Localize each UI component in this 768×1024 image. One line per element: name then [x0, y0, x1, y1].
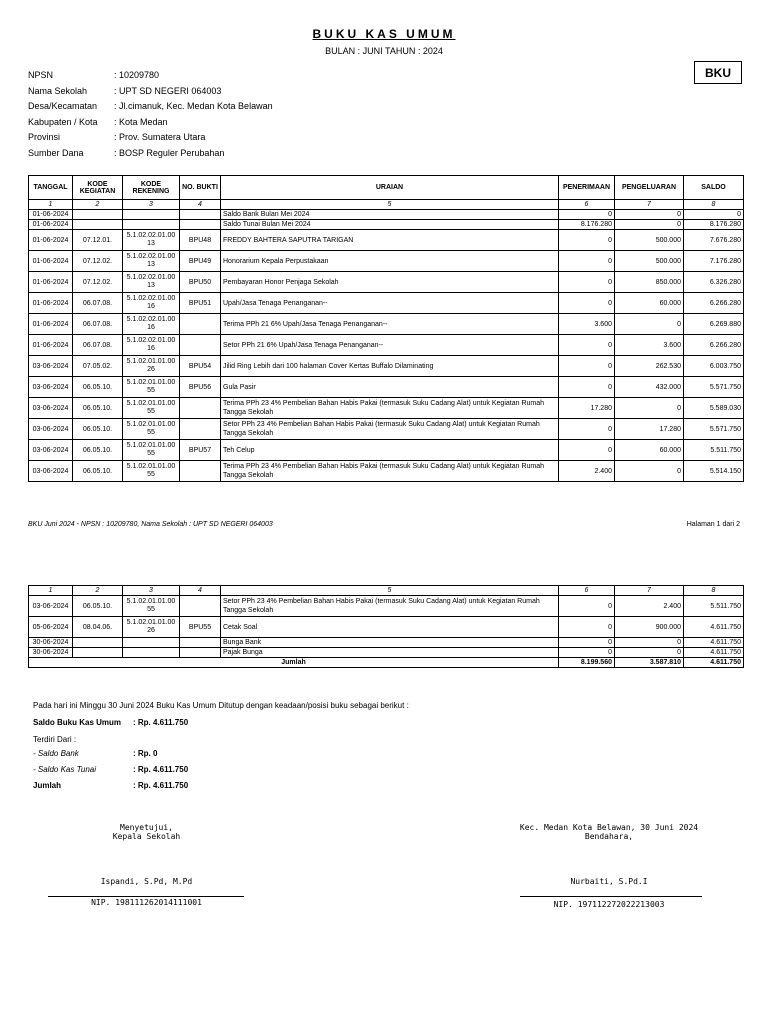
document-title: BUKU KAS UMUM	[312, 27, 456, 41]
table-cell: 6.266.280	[684, 293, 744, 314]
table-cell: 0	[559, 419, 615, 440]
table-cell: 6.003.750	[684, 356, 744, 377]
table-cell: 4.611.750	[684, 648, 744, 658]
table-cell: 30-06-2024	[29, 638, 73, 648]
table-cell: 0	[559, 272, 615, 293]
table-row	[29, 251, 744, 272]
table-cell: 06.05.10.	[73, 440, 123, 461]
table-cell: 07.12.02.	[73, 272, 123, 293]
table-cell: 03-06-2024	[29, 461, 73, 482]
table-cell: Setor PPh 21 6% Upah/Jasa Tenaga Penanganan--	[221, 335, 559, 356]
table-cell: 30-06-2024	[29, 648, 73, 658]
table-cell	[180, 335, 221, 356]
col-number: 8	[684, 200, 744, 210]
col-header-tanggal: TANGGAL	[29, 176, 73, 200]
table-cell: 06.07.08.	[73, 314, 123, 335]
table-cell: 01-06-2024	[29, 335, 73, 356]
table-cell: 5.1.02.02.01.00 16	[123, 293, 180, 314]
table-cell: 17.280	[615, 419, 684, 440]
table-cell: Honorarium Kepala Perpustakaan	[221, 251, 559, 272]
table-cell: 7.676.280	[684, 230, 744, 251]
table-row	[29, 272, 744, 293]
table-cell: Setor PPh 23 4% Pembelian Bahan Habis Pakai (termasuk Suku Cadang Alat) untuk Kegiatan Rumah Tangga Sekolah	[221, 419, 559, 440]
signature-left-line	[48, 896, 244, 897]
table-cell: 07.12.02.	[73, 251, 123, 272]
table-cell: 5.1.02.01.01.00 55	[123, 596, 180, 617]
col-header-kode-rekening: KODE REKENING	[123, 176, 180, 200]
col-number: 1	[29, 586, 73, 596]
table-cell: 0	[559, 251, 615, 272]
table-cell: 5.1.02.02.01.00 13	[123, 251, 180, 272]
table-cell: 4.611.750	[684, 617, 744, 638]
info-value: : Jl.cimanuk, Kec. Medan Kota Belawan	[114, 101, 273, 112]
table-cell: 500.000	[615, 251, 684, 272]
table-cell: Saldo Tunai Bulan Mei 2024	[221, 220, 559, 230]
table-cell: 5.511.750	[684, 440, 744, 461]
ledger-table-page-2	[28, 585, 744, 668]
table-cell: BPU55	[180, 617, 221, 638]
table-cell	[73, 210, 123, 220]
total-label: Jumlah	[29, 658, 559, 668]
table-cell	[123, 210, 180, 220]
table-cell: 6.326.280	[684, 272, 744, 293]
table-row	[29, 617, 744, 638]
table-cell: Cetak Soal	[221, 617, 559, 638]
table-cell	[73, 220, 123, 230]
ledger-table-page-1	[28, 175, 744, 482]
table-cell: 8.176.280	[684, 220, 744, 230]
col-header-penerimaan: PENERIMAAN	[559, 176, 615, 200]
table-cell: 0	[559, 377, 615, 398]
table-cell: 06.05.10.	[73, 398, 123, 419]
total-saldo: 4.611.750	[684, 658, 744, 668]
table-cell: Teh Celup	[221, 440, 559, 461]
total-pengeluaran: 3.587.810	[615, 658, 684, 668]
table-cell: Terima PPh 23 4% Pembelian Bahan Habis Pakai (termasuk Suku Cadang Alat) untuk Kegiatan Rumah Tangga Sekolah	[221, 398, 559, 419]
table-cell	[180, 398, 221, 419]
info-label: Kabupaten / Kota	[28, 116, 98, 127]
closing-saldo-label: Saldo Buku Kas Umum	[33, 718, 122, 727]
table-row	[29, 596, 744, 617]
table-cell: Jilid Ring Lebih dari 100 halaman Cover Kertas Buffalo Dilaminating	[221, 356, 559, 377]
table-cell: 900.000	[615, 617, 684, 638]
table-cell	[123, 638, 180, 648]
table-cell: 06.07.08.	[73, 335, 123, 356]
col-header-saldo: SALDO	[684, 176, 744, 200]
table-cell: 01-06-2024	[29, 272, 73, 293]
closing-saldo-value: : Rp. 4.611.750	[133, 718, 189, 727]
signature-right-line	[520, 896, 702, 897]
page-footer-right: Halaman 1 dari 2	[686, 521, 740, 528]
info-label: Provinsi	[28, 132, 61, 143]
signature-left-nip: NIP. 198111262014111001	[91, 898, 202, 907]
table-cell: 5.1.02.02.01.00 13	[123, 230, 180, 251]
table-cell: 01-06-2024	[29, 314, 73, 335]
table-row	[29, 230, 744, 251]
table-cell: 5.1.02.01.01.00 55	[123, 377, 180, 398]
table-cell: 5.514.150	[684, 461, 744, 482]
closing-bank-value: : Rp. 0	[133, 749, 158, 758]
table-cell: Gula Pasir	[221, 377, 559, 398]
table-cell: 01-06-2024	[29, 293, 73, 314]
table-cell: 0	[615, 638, 684, 648]
closing-statement: Pada hari ini Minggu 30 Juni 2024 Buku Kas Umum Ditutup dengan keadaan/posisi buku sebagai berikut :	[33, 701, 409, 710]
table-row	[29, 220, 744, 230]
table-cell: 01-06-2024	[29, 251, 73, 272]
table-cell: 0	[615, 314, 684, 335]
bku-badge: BKU	[694, 61, 742, 84]
school-info	[28, 70, 273, 164]
table-row	[29, 377, 744, 398]
table-cell: 5.1.02.01.01.00 55	[123, 419, 180, 440]
col-header-uraian: URAIAN	[221, 176, 559, 200]
info-value: : BOSP Reguler Perubahan	[114, 147, 225, 158]
table-cell: BPU50	[180, 272, 221, 293]
table-cell: 5.1.02.01.01.00 55	[123, 461, 180, 482]
table-cell: 2.400	[615, 596, 684, 617]
table-cell: BPU49	[180, 251, 221, 272]
col-number: 6	[559, 200, 615, 210]
signature-right-title	[510, 823, 708, 841]
table-cell: 06.05.10.	[73, 377, 123, 398]
signature-left-line1: Menyetujui,	[120, 823, 173, 832]
table-cell	[180, 648, 221, 658]
table-cell: 0	[559, 617, 615, 638]
col-number: 4	[180, 586, 221, 596]
table-cell	[123, 220, 180, 230]
table-cell: 03-06-2024	[29, 440, 73, 461]
table-cell: 06.07.08.	[73, 293, 123, 314]
table-row	[29, 419, 744, 440]
table-cell: Saldo Bank Bulan Mei 2024	[221, 210, 559, 220]
table-cell: 0	[559, 648, 615, 658]
info-label: Sumber Dana	[28, 147, 84, 158]
table-cell: 5.511.750	[684, 596, 744, 617]
table-cell: 06.05.10.	[73, 596, 123, 617]
table-cell: 05-06-2024	[29, 617, 73, 638]
col-number: 7	[615, 200, 684, 210]
info-label: NPSN	[28, 70, 54, 80]
signature-left-name: Ispandi, S.Pd, M.Pd	[100, 877, 193, 886]
table-cell: 0	[615, 398, 684, 419]
table-cell	[73, 638, 123, 648]
table-cell: 0	[615, 648, 684, 658]
table-cell: Pajak Bunga	[221, 648, 559, 658]
table-cell: 3.600	[615, 335, 684, 356]
table-row	[29, 356, 744, 377]
signature-left-title	[50, 823, 243, 841]
total-penerimaan: 8.199.560	[559, 658, 615, 668]
col-header-no-bukti: NO. BUKTI	[180, 176, 221, 200]
table-cell: 5.1.02.02.01.00 16	[123, 314, 180, 335]
table-cell: 0	[559, 293, 615, 314]
table-cell: 03-06-2024	[29, 596, 73, 617]
table-cell: 07.12.01.	[73, 230, 123, 251]
col-header-kode-kegiatan: KODE KEGIATAN	[73, 176, 123, 200]
table-cell: 4.611.750	[684, 638, 744, 648]
table-cell: BPU54	[180, 356, 221, 377]
table-cell: Terima PPh 23 4% Pembelian Bahan Habis Pakai (termasuk Suku Cadang Alat) untuk Kegiatan Rumah Tangga Sekolah	[221, 461, 559, 482]
table-cell: 5.571.750	[684, 377, 744, 398]
col-number: 1	[29, 200, 73, 210]
table-row	[29, 648, 744, 658]
table-cell: 01-06-2024	[29, 220, 73, 230]
table-cell: Bunga Bank	[221, 638, 559, 648]
col-number: 3	[123, 586, 180, 596]
table-cell: 7.176.280	[684, 251, 744, 272]
col-number: 4	[180, 200, 221, 210]
col-number: 3	[123, 200, 180, 210]
table-cell: 5.1.02.01.01.00 55	[123, 440, 180, 461]
table-cell: 432.000	[615, 377, 684, 398]
table-cell: 0	[559, 335, 615, 356]
signature-right-line2: Bendahara,	[584, 832, 634, 841]
table-cell	[73, 648, 123, 658]
col-number: 2	[73, 586, 123, 596]
table-cell: Upah/Jasa Tenaga Penanganan--	[221, 293, 559, 314]
table-cell: 850.000	[615, 272, 684, 293]
table-row	[29, 461, 744, 482]
table-cell: 0	[559, 210, 615, 220]
table-cell	[180, 314, 221, 335]
signature-right-line1: Kec. Medan Kota Belawan, 30 Juni 2024	[519, 823, 699, 832]
table-cell: 5.1.02.02.01.00 13	[123, 272, 180, 293]
table-cell: 01-06-2024	[29, 210, 73, 220]
table-cell: Pembayaran Honor Penjaga Sekolah	[221, 272, 559, 293]
table-cell: FREDDY BAHTERA SAPUTRA TARIGAN	[221, 230, 559, 251]
col-header-pengeluaran: PENGELUARAN	[615, 176, 684, 200]
table-cell: 06.05.10.	[73, 419, 123, 440]
closing-jumlah-label: Jumlah	[33, 781, 62, 790]
table-cell: 03-06-2024	[29, 377, 73, 398]
table-cell: 0	[559, 440, 615, 461]
table-row	[29, 398, 744, 419]
closing-tunai-value: : Rp. 4.611.750	[133, 765, 189, 774]
table-cell: 03-06-2024	[29, 356, 73, 377]
closing-terdiri: Terdiri Dari :	[33, 735, 77, 744]
table-cell: 5.1.02.01.01.00 26	[123, 617, 180, 638]
table-cell: BPU56	[180, 377, 221, 398]
info-label: Desa/Kecamatan	[28, 101, 98, 112]
table-cell: BPU48	[180, 230, 221, 251]
info-value: : UPT SD NEGERI 064003	[114, 85, 222, 96]
col-number: 5	[221, 200, 559, 210]
table-cell: 5.571.750	[684, 419, 744, 440]
table-cell: 0	[615, 210, 684, 220]
table-cell: 0	[684, 210, 744, 220]
table-cell: 5.1.02.01.01.00 55	[123, 398, 180, 419]
table-cell: 0	[559, 230, 615, 251]
table-cell: 60.000	[615, 440, 684, 461]
col-number: 6	[559, 586, 615, 596]
closing-jumlah-value: : Rp. 4.611.750	[133, 781, 189, 790]
table-cell	[180, 596, 221, 617]
table-cell	[180, 210, 221, 220]
table-cell: BPU57	[180, 440, 221, 461]
col-number: 2	[73, 200, 123, 210]
table-cell: Setor PPh 23 4% Pembelian Bahan Habis Pakai (termasuk Suku Cadang Alat) untuk Kegiatan Rumah Tangga Sekolah	[221, 596, 559, 617]
table-cell: 06.05.10.	[73, 461, 123, 482]
table-cell: BPU51	[180, 293, 221, 314]
table-cell: 01-06-2024	[29, 230, 73, 251]
table-cell	[180, 461, 221, 482]
table-cell	[180, 419, 221, 440]
table-cell: 262.530	[615, 356, 684, 377]
table-cell: 8.176.280	[559, 220, 615, 230]
table-cell	[123, 648, 180, 658]
table-cell: 0	[559, 356, 615, 377]
table-row	[29, 314, 744, 335]
table-cell: 0	[615, 220, 684, 230]
table-cell: 6.269.880	[684, 314, 744, 335]
page-footer-left: BKU Juni 2024 - NPSN : 10209780, Nama Sekolah : UPT SD NEGERI 064003	[28, 521, 273, 528]
table-cell: 17.280	[559, 398, 615, 419]
col-number: 8	[684, 586, 744, 596]
table-cell: 6.266.280	[684, 335, 744, 356]
table-cell: 3.600	[559, 314, 615, 335]
info-label: Nama Sekolah	[28, 85, 88, 96]
document-subtitle: BULAN : JUNI TAHUN : 2024	[325, 46, 443, 56]
col-number: 5	[221, 586, 559, 596]
info-value: : Prov. Sumatera Utara	[114, 132, 206, 143]
table-cell: 5.589.030	[684, 398, 744, 419]
table-cell: 08.04.06.	[73, 617, 123, 638]
signature-right-name: Nurbaiti, S.Pd.I	[570, 877, 648, 886]
table-cell: 5.1.02.01.01.00 26	[123, 356, 180, 377]
table-cell: Terima PPh 21 6% Upah/Jasa Tenaga Penanganan--	[221, 314, 559, 335]
table-row	[29, 638, 744, 648]
table-row	[29, 440, 744, 461]
table-cell: 0	[559, 638, 615, 648]
table-row	[29, 293, 744, 314]
table-cell: 60.000	[615, 293, 684, 314]
table-cell: 500.000	[615, 230, 684, 251]
signature-right-nip: NIP. 197112272022213003	[553, 900, 665, 909]
closing-bank-label: - Saldo Bank	[33, 749, 79, 758]
table-cell: 07.05.02.	[73, 356, 123, 377]
closing-tunai-label: - Saldo Kas Tunai	[33, 765, 96, 774]
info-value: : Kota Medan	[114, 116, 168, 127]
table-cell: 5.1.02.02.01.00 16	[123, 335, 180, 356]
table-cell: 0	[559, 596, 615, 617]
table-cell	[180, 220, 221, 230]
col-number: 7	[615, 586, 684, 596]
info-value: : 10209780	[114, 70, 160, 80]
table-cell: 2.400	[559, 461, 615, 482]
table-cell: 0	[615, 461, 684, 482]
table-cell	[180, 638, 221, 648]
table-row	[29, 335, 744, 356]
table-row	[29, 210, 744, 220]
signature-left-line2: Kepala Sekolah	[112, 832, 181, 841]
table-cell: 03-06-2024	[29, 419, 73, 440]
table-cell: 03-06-2024	[29, 398, 73, 419]
